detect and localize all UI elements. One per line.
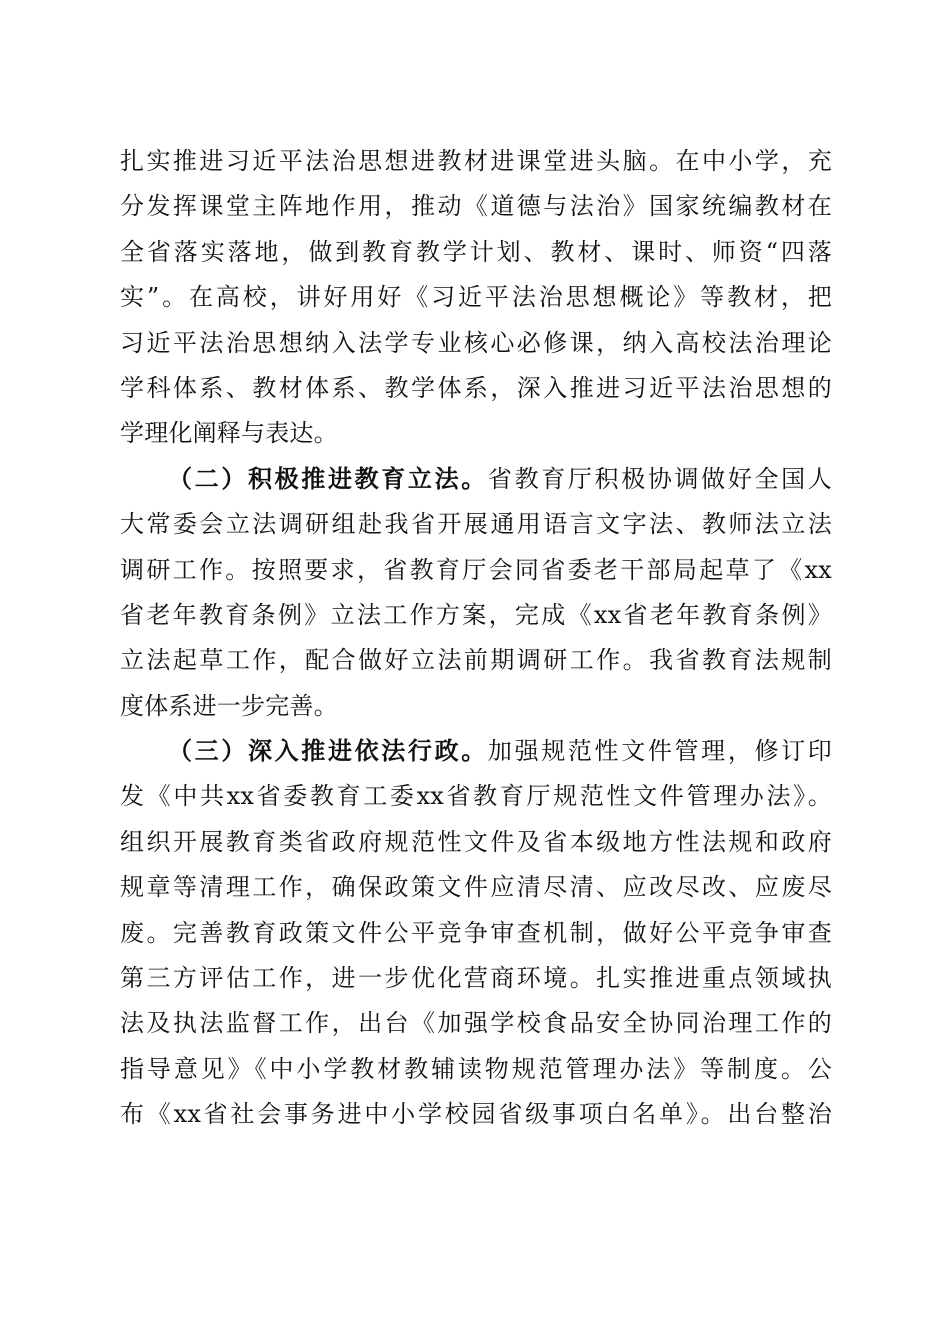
paragraph-3-line-2: 发《中共xx省委教育工委xx省教育厅规范性文件管理办法》。 [120,782,832,811]
paragraph-3-line-9: 布《xx省社会事务进中小学校园省级事项白名单》。出台整治 [120,1100,832,1129]
paragraph-3-line-5: 废。完善教育政策文件公平竞争审查机制，做好公平竞争审查 [120,918,832,947]
paragraph-1-line-3: 全省落实落地，做到教育教学计划、教材、课时、师资“四落 [120,237,832,266]
paragraph-3-line-1 [120,729,832,774]
paragraph-1-line-6: 学科体系、教材体系、教学体系，深入推进习近平法治思想的 [120,373,832,402]
paragraph-2-line-5: 立法起草工作，配合做好立法前期调研工作。我省教育法规制 [120,646,832,675]
paragraph-2-line-1 [120,457,832,502]
paragraph-2-line-4: 省老年教育条例》立法工作方案，完成《xx省老年教育条例》 [120,600,832,629]
paragraph-2-line-6: 度体系进一步完善。 [120,691,338,720]
paragraph-1-line-4: 实”。在高校，讲好用好《习近平法治思想概论》等教材，把 [120,283,832,312]
paragraph-3-line-7: 法及执法监督工作，出台《加强学校食品安全协同治理工作的 [120,1009,832,1038]
paragraph-3-line-8: 指导意见》《中小学教材教辅读物规范管理办法》等制度。公 [120,1054,832,1083]
paragraph-2-line-2: 大常委会立法调研组赴我省开展通用语言文字法、教师法立法 [120,510,832,539]
paragraph-1-line-1: 扎实推进习近平法治思想进教材进课堂进头脑。在中小学，充 [120,147,832,175]
paragraph-3-first-line-text: 加强规范性文件管理，修订印 [487,737,832,766]
paragraph-2-first-line-text: 省教育厅积极协调做好全国人 [487,464,832,493]
section-heading-3: （三）深入推进依法行政。 [168,737,488,766]
paragraph-3-line-4: 规章等清理工作，确保政策文件应清尽清、应改尽改、应废尽 [120,873,832,902]
paragraph-3-line-3: 组织开展教育类省政府规范性文件及省本级地方性法规和政府 [120,827,832,856]
paragraph-1-line-5: 习近平法治思想纳入法学专业核心必修课，纳入高校法治理论 [120,328,832,357]
paragraph-2-line-3: 调研工作。按照要求，省教育厅会同省委老干部局起草了《xx [120,555,832,584]
section-heading-2: （二）积极推进教育立法。 [168,464,488,493]
paragraph-3-line-6: 第三方评估工作，进一步优化营商环境。扎实推进重点领域执 [120,964,832,993]
paragraph-1-line-2: 分发挥课堂主阵地作用，推动《道德与法治》国家统编教材在 [120,192,832,221]
document-body [120,139,832,1138]
paragraph-1-line-7: 学理化阐释与表达。 [120,419,338,448]
